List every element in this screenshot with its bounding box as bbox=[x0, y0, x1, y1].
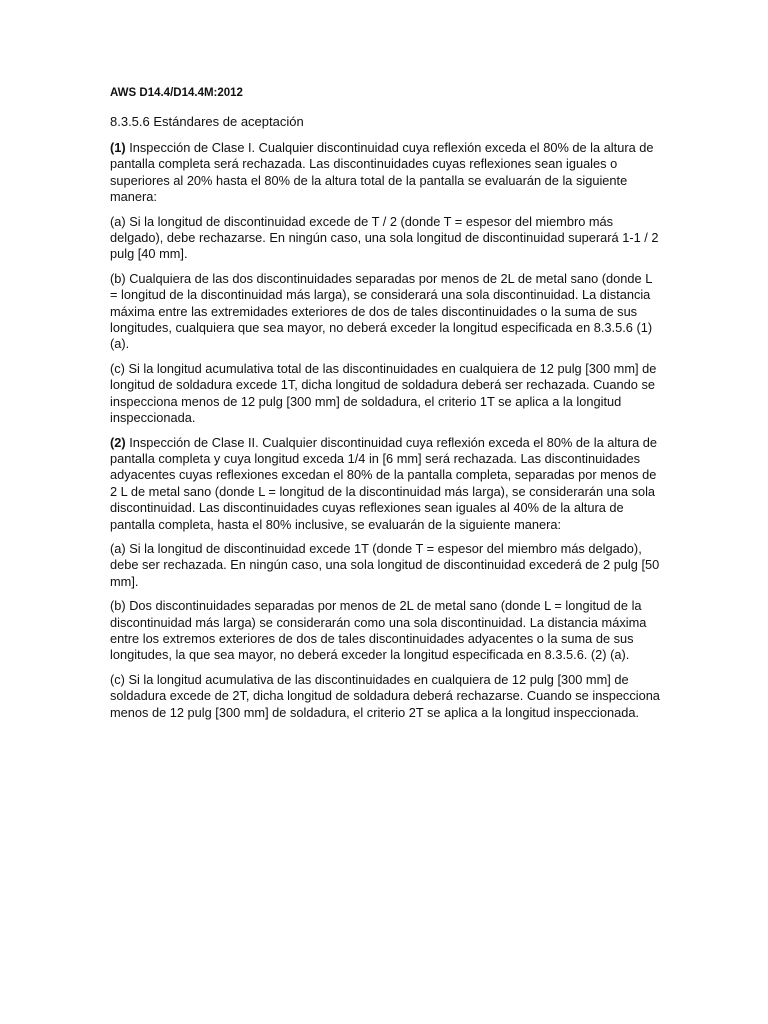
document-page bbox=[110, 86, 660, 729]
class1-item-b: (b) Cualquiera de las dos discontinuidades separadas por menos de 2L de metal sano (donde L = longitud de la discontinuidad más larga), se considerará una sola discontinuidad. La distancia máxima entre las extremidades exteriores de dos de tales discontinuidades o la suma de sus longitudes, cualquiera que sea mayor, no deberá exceder la longitud especificada en 8.3.5.6 (1) (a). bbox=[110, 270, 653, 352]
document-header: AWS D14.4/D14.4M:2012 bbox=[110, 87, 243, 99]
class1-intro-paragraph bbox=[110, 140, 660, 206]
section-title: 8.3.5.6 Estándares de aceptación bbox=[110, 114, 304, 129]
class2-item-a: (a) Si la longitud de discontinuidad excede 1T (donde T = espesor del miembro más delgado), debe ser rechazada. En ningún caso, una sola longitud de discontinuidad excederá de 2 pulg [50 mm]. bbox=[110, 540, 660, 589]
class2-item-b: (b) Dos discontinuidades separadas por menos de 2L de metal sano (donde L = longitud de la discontinuidad más larga) se considerarán como una sola discontinuidad. La distancia máxima entre los extremos exteriores de dos de tales discontinuidades adyacentes o la suma de sus longitudes, la que sea mayor, no deberá exceder la longitud especificada en 8.3.5.6. (2) (a). bbox=[110, 598, 647, 663]
class2-number: (2) bbox=[110, 434, 126, 450]
class2-intro-text: Inspección de Clase II. Cualquier discontinuidad cuya reflexión exceda el 80% de la altura de pantalla completa y cuya longitud exceda 1/4 in [6 mm] será rechazada. Las discontinuidades adyacentes cuyas reflexiones excedan el 80% de la pantalla completa, separadas por menos de 2 L de metal sano (donde L = longitud de la discontinuidad más larga), se considerarán una sola discontinuidad. Las discontinuidades cuyas reflexiones sean iguales al 40% de la altura de pantalla completa, hasta el 80% inclusive, se evaluarán de la siguiente manera: bbox=[110, 434, 658, 532]
class2-intro-paragraph bbox=[110, 435, 660, 533]
class1-number: (1) bbox=[110, 140, 126, 155]
class2-item-c: (c) Si la longitud acumulativa de las discontinuidades en cualquiera de 12 pulg [300 mm] de soldadura excede de 2T, dicha longitud de soldadura deberá rechazarse. Cuando se inspecciona menos de 12 pulg [300 mm] de soldadura, el criterio 2T se aplica a la longitud inspeccionada. bbox=[110, 671, 660, 720]
class1-item-c: (c) Si la longitud acumulativa total de las discontinuidades en cualquiera de 12 pulg [300 mm] de longitud de soldadura excede 1T, dicha longitud de soldadura deberá ser rechazada. Cuando se inspecciona menos de 12 pulg [300 mm] de soldadura, el criterio 1T se aplica a la longitud inspeccionada. bbox=[110, 360, 657, 426]
class1-intro-text: Inspección de Clase I. Cualquier discontinuidad cuya reflexión exceda el 80% de la altura de pantalla completa será rechazada. Las discontinuidades cuyas reflexiones sean iguales o superiores al 20% hasta el 80% de la altura total de la pantalla se evaluarán de la siguiente manera: bbox=[110, 140, 654, 205]
class1-item-a: (a) Si la longitud de discontinuidad excede de T / 2 (donde T = espesor del miembro más delgado), debe rechazarse. En ningún caso, una sola longitud de discontinuidad superará 1-1 / 2 pulg [40 mm]. bbox=[110, 213, 659, 262]
